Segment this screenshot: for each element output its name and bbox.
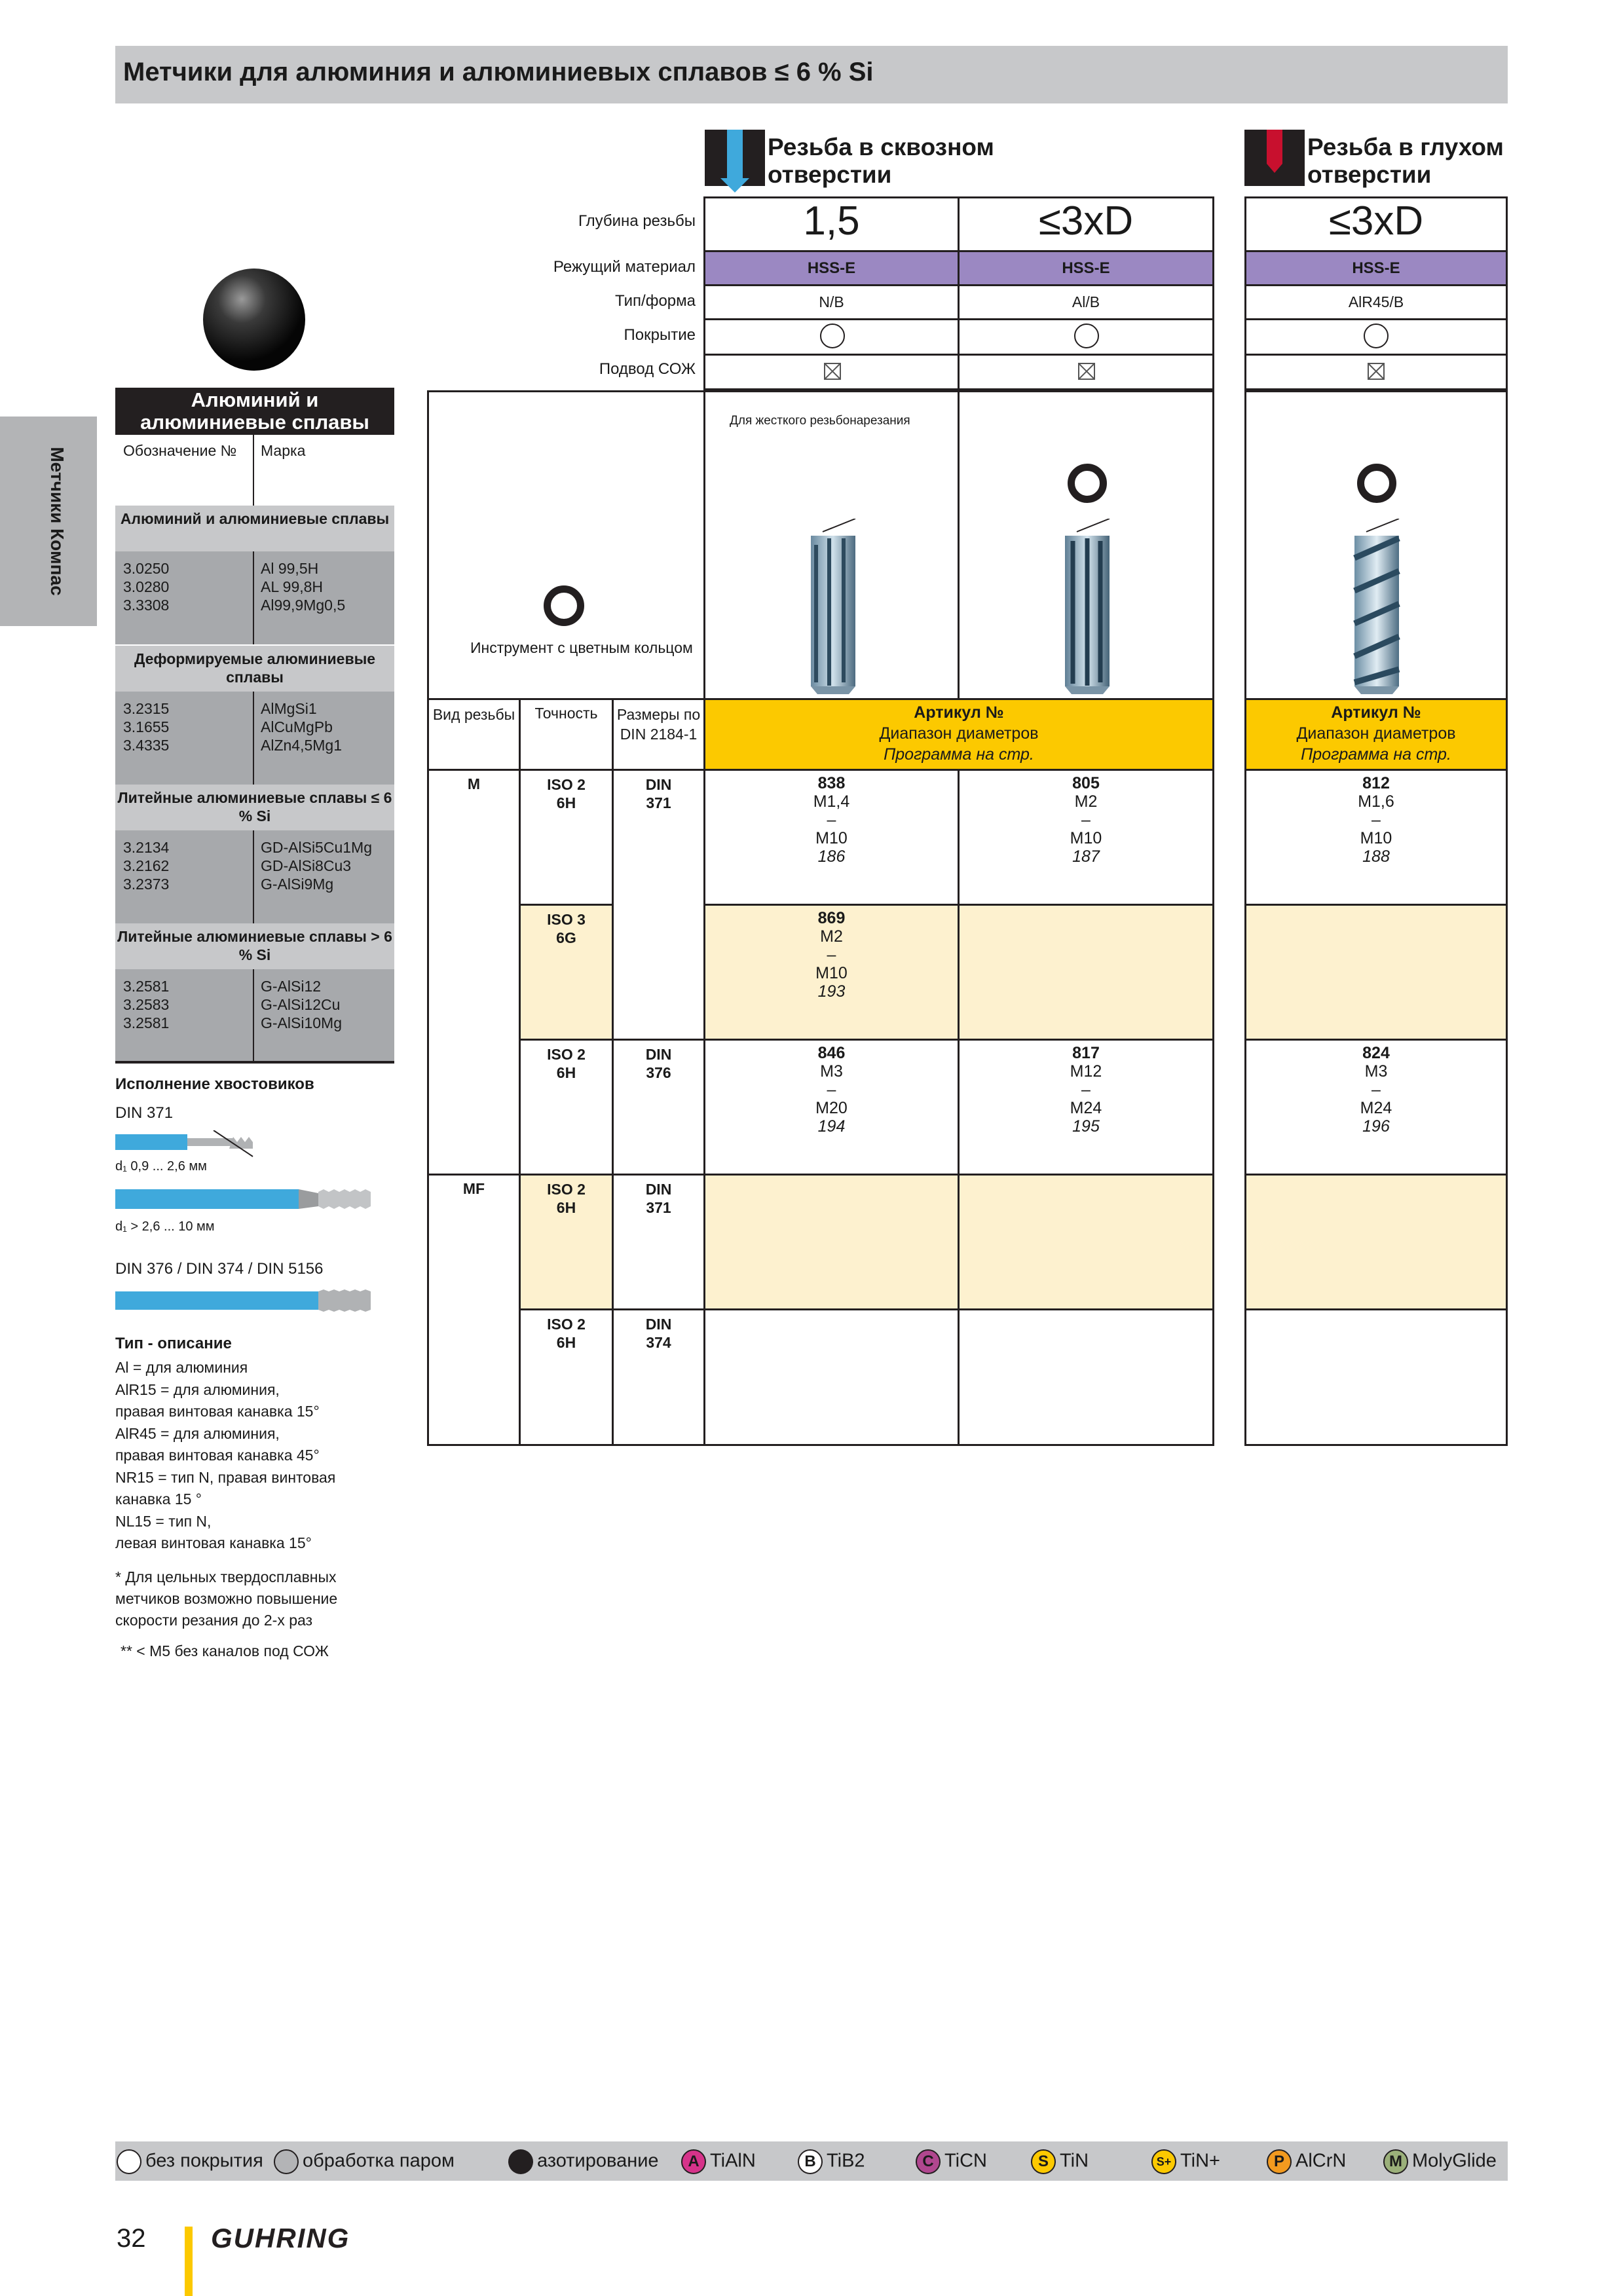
tinplus-icon: S+ xyxy=(1151,2149,1176,2174)
row-label-coolant: Подвод СОЖ xyxy=(599,360,696,378)
page-accent-bar xyxy=(185,2227,193,2296)
range-dash: – xyxy=(827,811,836,829)
colored-ring-label: Инструмент с цветным кольцом xyxy=(470,639,693,656)
material-group-body xyxy=(115,830,394,923)
din-size: DIN 376 xyxy=(645,1046,672,1081)
uncoated-icon xyxy=(1074,324,1099,348)
colored-ring-icon xyxy=(544,585,584,626)
range-from: M2 xyxy=(1074,792,1098,811)
article-cell xyxy=(960,774,1212,866)
type-desc-line: NL15 = тип N, xyxy=(115,1512,212,1530)
depth-value-2: ≤3xD xyxy=(1038,198,1134,244)
article-number: 805 xyxy=(1072,774,1100,792)
program-page: 196 xyxy=(1362,1117,1390,1136)
tolerance: ISO 2 6H xyxy=(547,1046,586,1081)
depth-value-1: 1,5 xyxy=(803,198,860,244)
material-group-body xyxy=(115,551,394,644)
material-grades: GD-AlSi5Cu1Mg GD-AlSi8Cu3 G-AlSi9Mg xyxy=(261,839,372,893)
side-tab-label: Метчики Компас xyxy=(47,447,67,596)
legend-text: обработка паром xyxy=(303,2150,455,2172)
shank-din371: DIN 371 xyxy=(115,1104,174,1122)
range-from: M1,6 xyxy=(1358,792,1394,811)
tolerance: ISO 3 6G xyxy=(547,911,586,946)
program-page: 193 xyxy=(817,982,846,1001)
din-size: DIN 371 xyxy=(645,776,672,811)
col-designation: Обозначение № xyxy=(123,442,237,459)
legend-tin xyxy=(1031,2149,1089,2174)
program-page: 187 xyxy=(1072,847,1100,866)
range-from: M12 xyxy=(1070,1062,1102,1081)
no-coolant-icon xyxy=(1078,363,1095,380)
material-grades: AlMgSi1 AlCuMgPb AlZn4,5Mg1 xyxy=(261,700,343,754)
no-coolant-icon xyxy=(824,363,841,380)
cutting-material-3: HSS-E xyxy=(1246,252,1506,284)
tap-image-2 xyxy=(1051,519,1123,695)
material-heading-text: Алюминий и алюминиевые сплавы xyxy=(140,388,369,434)
article-label: Артикул № xyxy=(914,703,1004,722)
cutting-material-2: HSS-E xyxy=(960,252,1212,284)
material-heading xyxy=(115,388,394,436)
material-group-title: Литейные алюминиевые сплавы ≤ 6 % Si xyxy=(115,785,394,830)
range-dash: – xyxy=(827,1081,836,1099)
range-to: M10 xyxy=(1360,829,1392,847)
tap-image-1 xyxy=(796,519,868,695)
legend-text: TiN xyxy=(1060,2150,1089,2172)
legend-text: MolyGlide xyxy=(1412,2150,1497,2172)
alcrn-icon: P xyxy=(1267,2149,1292,2174)
range-from: M2 xyxy=(820,927,843,946)
material-codes: 3.2581 3.2583 3.2581 xyxy=(123,978,170,1031)
material-grades: G-AlSi12 G-AlSi12Cu G-AlSi10Mg xyxy=(261,978,342,1031)
page-title-bar xyxy=(115,46,1508,103)
shank-small-icon xyxy=(115,1130,259,1159)
colored-ring-icon xyxy=(1357,464,1396,503)
legend-tinplus xyxy=(1151,2149,1220,2174)
through-hole-icon xyxy=(705,130,765,193)
article-cell xyxy=(705,909,958,1001)
uncoated-icon xyxy=(820,324,845,348)
type-desc-line: NR15 = тип N, правая винтовая xyxy=(115,1468,336,1486)
material-codes: 3.0250 3.0280 3.3308 xyxy=(123,560,170,614)
material-group-title: Алюминий и алюминиевые сплавы xyxy=(115,506,394,551)
range-from: M1,4 xyxy=(813,792,850,811)
range-to: M10 xyxy=(815,964,848,982)
shank-din376-icon xyxy=(115,1287,377,1314)
type-desc-line: AlR45 = для алюминия, xyxy=(115,1424,280,1442)
range-dash: – xyxy=(827,946,836,964)
brand-logo: GUHRING xyxy=(211,2223,350,2253)
tin-icon: S xyxy=(1031,2149,1056,2174)
article-cell xyxy=(1246,774,1506,866)
range-to: M24 xyxy=(1070,1099,1102,1117)
row-label-depth: Глубина резьбы xyxy=(578,212,696,230)
tib2-icon: B xyxy=(798,2149,823,2174)
molyglide-icon: M xyxy=(1383,2149,1408,2174)
legend-tialn xyxy=(681,2149,756,2174)
shank-heading: Исполнение хвостовиков xyxy=(115,1075,314,1093)
material-codes: 3.2134 3.2162 3.2373 xyxy=(123,839,170,893)
side-tab[interactable] xyxy=(0,417,97,626)
blind-hole-icon xyxy=(1244,130,1305,186)
page-number: 32 xyxy=(117,2224,146,2253)
tolerance: ISO 2 6H xyxy=(547,776,586,811)
legend-tib2 xyxy=(798,2149,865,2174)
type-desc-line: AlR15 = для алюминия, xyxy=(115,1380,280,1398)
blind-hole-label: Резьба в глухом отверстии xyxy=(1307,134,1504,188)
range-to: M10 xyxy=(815,829,848,847)
row-label-coating: Покрытие xyxy=(624,326,696,344)
din-size: DIN 371 xyxy=(645,1181,672,1216)
cutting-material-1: HSS-E xyxy=(705,252,958,284)
material-group-title: Деформируемые алюминиевые сплавы xyxy=(115,646,394,692)
col-grade: Марка xyxy=(261,442,306,459)
legend-molyglide xyxy=(1383,2149,1497,2174)
page-title: Метчики для алюминия и алюминиевых сплавов ≤ 6 % Si xyxy=(123,58,874,86)
article-number: 812 xyxy=(1362,774,1390,792)
type-desc-line: Al = для алюминия xyxy=(115,1359,248,1376)
article-number: 817 xyxy=(1072,1044,1100,1062)
thread-kind: M xyxy=(467,775,481,792)
legend-text: без покрытия xyxy=(145,2150,263,2172)
depth-value-3: ≤3xD xyxy=(1328,198,1424,244)
legend-text: TiN+ xyxy=(1180,2150,1220,2172)
row-label-material: Режущий материал xyxy=(553,258,696,276)
shank-din376: DIN 376 / DIN 374 / DIN 5156 xyxy=(115,1260,324,1278)
type-desc-line: левая винтовая канавка 15° xyxy=(115,1534,312,1551)
program-page: 186 xyxy=(817,847,846,866)
uncoated-icon xyxy=(117,2149,141,2174)
article-cell xyxy=(960,1044,1212,1136)
type-desc-line: правая винтовая канавка 15° xyxy=(115,1403,320,1420)
program-page: 195 xyxy=(1072,1117,1100,1136)
ticn-icon: C xyxy=(916,2149,941,2174)
material-codes: 3.2315 3.1655 3.4335 xyxy=(123,700,170,754)
type-desc-note1: * Для цельных твердосплавных метчиков возможно повышение скорости резания до 2-х раз xyxy=(115,1568,338,1629)
uncoated-icon xyxy=(1364,324,1389,348)
type-form-1: N/B xyxy=(819,293,844,310)
col-thread-kind: Вид резьбы xyxy=(432,706,515,723)
shank-d1-small: d₁ 0,9 ... 2,6 мм xyxy=(115,1159,207,1174)
type-desc-line: канавка 15 ° xyxy=(115,1491,202,1508)
colored-ring-icon xyxy=(1068,464,1107,503)
legend-text: азотирование xyxy=(537,2150,659,2172)
thread-kind: MF xyxy=(462,1180,485,1197)
type-desc-line: правая винтовая канавка 45° xyxy=(115,1447,320,1464)
range-to: M24 xyxy=(1360,1099,1392,1117)
col-sizes: Размеры по DIN 2184-1 xyxy=(616,706,701,743)
material-group-body xyxy=(115,969,394,1062)
material-group-title: Литейные алюминиевые сплавы > 6 % Si xyxy=(115,923,394,969)
article-cell xyxy=(1246,1044,1506,1136)
article-number: 838 xyxy=(817,774,846,792)
program-label: Программа на стр. xyxy=(1301,745,1451,764)
legend-ticn xyxy=(916,2149,987,2174)
range-label: Диапазон диаметров xyxy=(879,724,1039,743)
nitride-icon xyxy=(508,2149,533,2174)
col-tolerance: Точность xyxy=(534,705,598,722)
range-label: Диапазон диаметров xyxy=(1296,724,1456,743)
material-col-headers xyxy=(115,435,394,506)
legend-text: TiCN xyxy=(944,2150,987,2172)
through-hole-label: Резьба в сквозном отверстии xyxy=(768,134,994,188)
type-desc-heading: Тип - описание xyxy=(115,1335,232,1352)
range-from: M3 xyxy=(1364,1062,1388,1081)
article-header-1 xyxy=(705,702,1212,765)
row-label-type: Тип/форма xyxy=(615,292,696,310)
din-size: DIN 374 xyxy=(645,1316,672,1351)
shank-d1-large: d₁ > 2,6 ... 10 мм xyxy=(115,1219,215,1234)
range-dash: – xyxy=(1371,811,1381,829)
program-page: 194 xyxy=(817,1117,846,1136)
range-dash: – xyxy=(1371,1081,1381,1099)
range-to: M10 xyxy=(1070,829,1102,847)
article-cell xyxy=(705,774,958,866)
legend-uncoated xyxy=(117,2149,263,2174)
article-number: 869 xyxy=(817,909,846,927)
range-from: M3 xyxy=(820,1062,843,1081)
range-to: M20 xyxy=(815,1099,848,1117)
article-number: 824 xyxy=(1362,1044,1390,1062)
range-dash: – xyxy=(1081,1081,1091,1099)
article-cell xyxy=(705,1044,958,1136)
type-form-2: Al/B xyxy=(1072,293,1100,310)
steam-icon xyxy=(274,2149,299,2174)
tialn-icon: A xyxy=(681,2149,706,2174)
type-desc-list xyxy=(115,1357,335,1555)
article-label: Артикул № xyxy=(1331,703,1421,722)
legend-text: TiB2 xyxy=(827,2150,865,2172)
legend-alcrn xyxy=(1267,2149,1346,2174)
article-header-2 xyxy=(1246,702,1506,765)
legend-text: AlCrN xyxy=(1296,2150,1347,2172)
article-number: 846 xyxy=(817,1044,846,1062)
material-group-body xyxy=(115,692,394,785)
rigid-tapping-note: Для жесткого резьбонарезания xyxy=(730,414,910,428)
no-coolant-icon xyxy=(1368,363,1385,380)
range-dash: – xyxy=(1081,811,1091,829)
material-sphere-icon xyxy=(203,268,305,371)
type-desc-note2: ** < M5 без каналов под СОЖ xyxy=(121,1642,329,1659)
material-grades: Al 99,5H AL 99,8H Al99,9Mg0,5 xyxy=(261,560,346,614)
type-form-3: AlR45/B xyxy=(1348,293,1404,310)
program-label: Программа на стр. xyxy=(884,745,1034,764)
program-page: 188 xyxy=(1362,847,1390,866)
legend-steam xyxy=(274,2149,455,2174)
shank-large-icon xyxy=(115,1184,377,1217)
tap-image-3 xyxy=(1340,519,1412,695)
legend-nitride xyxy=(508,2149,659,2174)
tolerance: ISO 2 6H xyxy=(547,1316,586,1351)
tolerance: ISO 2 6H xyxy=(547,1181,586,1216)
legend-text: TiAlN xyxy=(710,2150,756,2172)
